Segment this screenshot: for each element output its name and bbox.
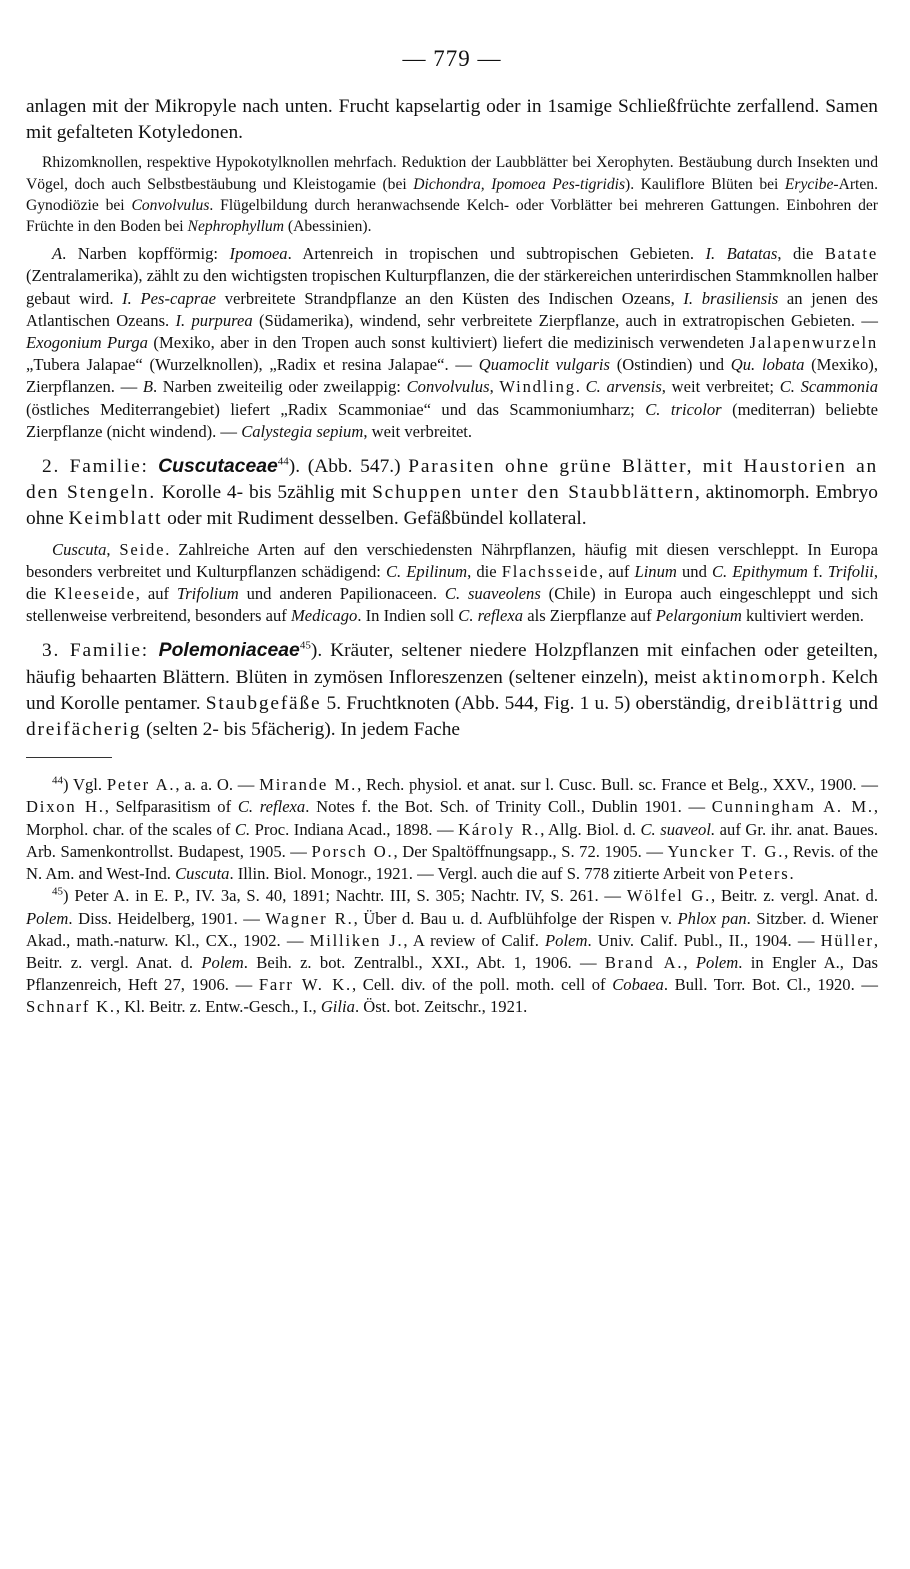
paragraph-cuscuta: Cuscuta, Seide. Zahlreiche Arten auf den verschiedensten Nährpflanzen, häufig mit diesen verschleppt. In Europa besonders verbreitet und Kulturpflanzen schädigend: C. Epilinum, die Flachsseide, auf Linum und C. Epithymum f. Trifolii, die Kleeseide, auf Trifolium und anderen Papilionaceen. C. suaveolens (Chile) in Europa auch eingeschleppt und sich stellenweise verbreitend, besonders auf Medicago. In Indien soll C. reflexa als Zierpflanze auf Pelargonium kultiviert werden. (26, 539, 879, 626)
family-name-polemoniaceae: Polemoniaceae (158, 639, 300, 662)
footnote-divider (26, 757, 112, 758)
paragraph-biology: Rhizomknollen, respektive Hypokotylknollen mehrfach. Reduktion der Laubblätter bei Xerophyten. Bestäubung durch Insekten und Vögel, doch auch Selbstbestäubung und Kleistogamie (bei Dichondra, Ipomoea Pes-tigridis). Kauliflore Blüten bei Erycibe-Arten. Gynodiözie bei Convolvulus. Flügelbildung durch heranwachsende Kelch- oder Vorblätter bei mehreren Gattungen. Einbohren der Früchte in den Boden bei Nephrophyllum (Abessinien). (26, 154, 878, 236)
page (26, 40, 878, 1019)
page-number: — 779 — (402, 46, 502, 71)
paragraph-convolvulaceae-end: anlagen mit der Mikropyle nach unten. Frucht kapselartig oder in 1samige Schließfrüchte zerfallend. Samen mit gefalteten Kotyledonen. (26, 96, 878, 144)
footnote-44: $^{44}$) Vgl. Peter A., a. a. O. — Mirande M., Rech. physiol. et anat. sur l. Cusc. Bull. sc. France et Belg., XXV., 1900. — Dixon H., Selfparasitism of C. reflexa. Notes f. the Bot. Sch. of Trinity Coll., Dublin 1901. — Cunningham A. M., Morphol. char. of the scales of C. Proc. Indiana Acad., 1898. — Károly R., Allg. Biol. d. C. suaveol. auf Gr. ihr. anat. Baues. Arb. Samenkontrollst. Budapest, 1905. — Porsch O., Der Spaltöffnungsapp., S. 72. 1905. — Yuncker T. G., Revis. of the N. Am. and West-Ind. Cuscuta. Illin. Biol. Monogr., 1921. — Vergl. auch die auf S. 778 zitierte Arbeit von Peters. (26, 774, 879, 884)
paragraph-genera: A. Narben kopfförmig: Ipomoea. Artenreich in tropischen und subtropischen Gebieten. I. Batatas, die Batate (Zentralamerika), zählt zu den wichtigsten tropischen Kulturpflanzen, die der stärkereichen unterirdischen Stammknollen halber gebaut wird. I. Pes-caprae verbreitete Strandpflanze an den Küsten des Indischen Ozeans, I. brasiliensis an jenen des Atlantischen Ozeans. I. purpurea (Südamerika), windend, sehr verbreitete Zierpflanze, auch in extratropischen Gebieten. — Exogonium Purga (Mexiko, aber in den Tropen auch sonst kultiviert) liefert die medizinisch verwendeten Jalapenwurzeln „Tubera Jalapae“ (Wurzelknollen), „Radix et resina Jalapae“. — Quamoclit vulgaris (Ostindien) und Qu. lobata (Mexiko), Zierpflanzen. — B. Narben zweiteilig oder zweilappig: Convolvulus, Windling. C. arvensis, weit verbreitet; C. Scammonia (östliches Mediterrangebiet) liefert „Radix Scammoniae“ und das Scammoniumharz; C. tricolor (mediterran) beliebte Zierpflanze (nicht windend). — Calystegia sepium, weit verbreitet. (26, 244, 878, 441)
family-heading-polemoniaceae: 3. Familie: Polemoniaceae$^{45}$). Kräuter, seltener niedere Holzpflanzen mit einfachen oder geteilten, häufig behaarten Blättern. Blüten in zymösen Infloreszenzen (seltener einzeln), meist aktinomorph. Kelch und Korolle pentamer. Staubgefäße 5. Fruchtknoten (Abb. 544, Fig. 1 u. 5) oberständig, dreiblättrig und dreifächerig (selten 2- bis 5fächerig). In jedem Fache (26, 639, 879, 741)
family-heading-cuscutaceae: 2. Familie: Cuscutaceae$^{44}$). (Abb. 547.) Parasiten ohne grüne Blätter, mit Haustorien an den Stengeln. Korolle 4- bis 5zählig mit Schuppen unter den Staubblättern, aktinomorph. Embryo ohne Keimblatt oder mit Rudiment desselben. Gefäßbündel kollateral. (26, 455, 878, 530)
footnote-45: $^{45}$) Peter A. in E. P., IV. 3a, S. 40, 1891; Nachtr. III, S. 305; Nachtr. IV, S. 261. — Wölfel G., Beitr. z. vergl. Anat. d. Polem. Diss. Heidelberg, 1901. — Wagner R., Über d. Bau u. d. Aufblühfolge der Rispen v. Phlox pan. Sitzber. d. Wiener Akad., math.-naturw. Kl., CX., 1902. — Milliken J., A review of Calif. Polem. Univ. Calif. Publ., II., 1904. — Hüller, Beitr. z. vergl. Anat. d. Polem. Beih. z. bot. Zentralbl., XXI., Abt. 1, 1906. — Brand A., Polem. in Engler A., Das Pflanzenreich, Heft 27, 1906. — Farr W. K., Cell. div. of the poll. moth. cell of Cobaea. Bull. Torr. Bot. Cl., 1920. — Schnarf K., Kl. Beitr. z. Entw.-Gesch., I., Gilia. Öst. bot. Zeitschr., 1921. (26, 885, 879, 1017)
family-name-cuscutaceae: Cuscutaceae (158, 455, 278, 478)
